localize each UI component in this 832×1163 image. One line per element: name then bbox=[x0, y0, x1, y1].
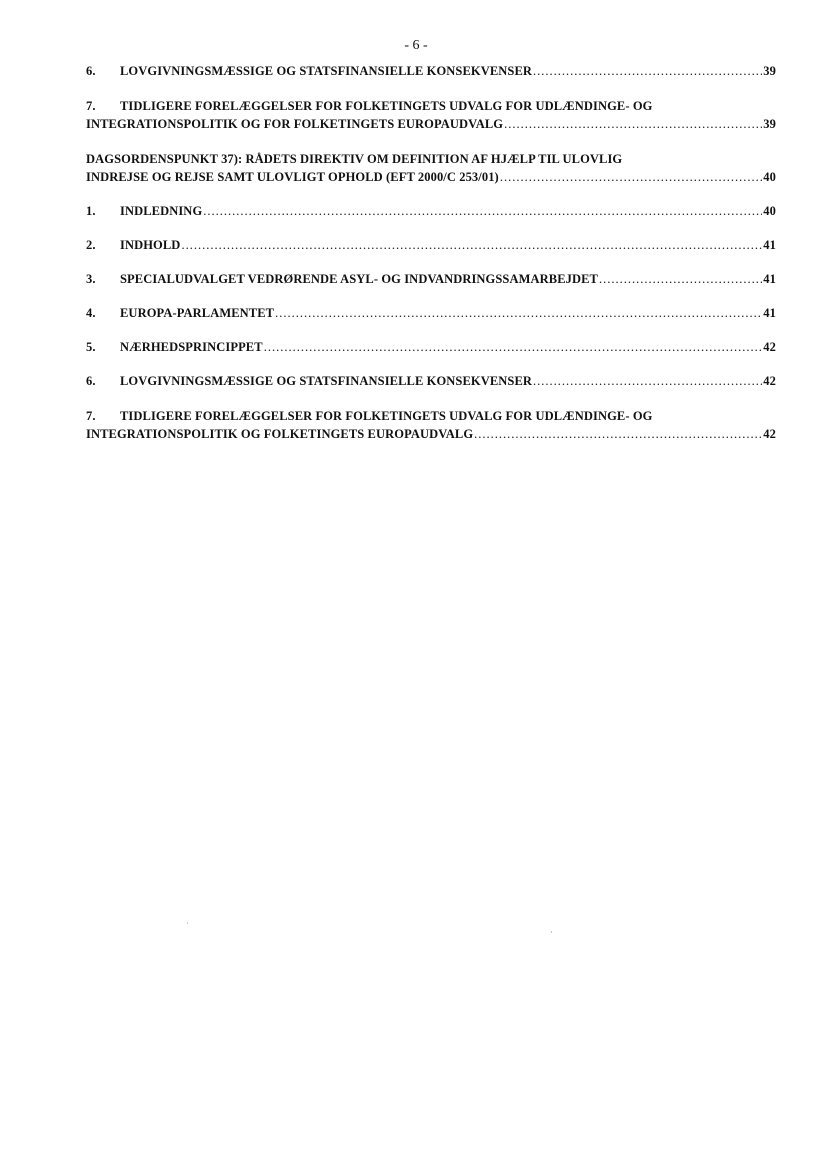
toc-page: 42 bbox=[763, 374, 776, 388]
toc-number: 7. bbox=[86, 409, 96, 423]
toc-page: 39 bbox=[763, 64, 776, 78]
toc-line bbox=[86, 115, 776, 133]
toc-leader bbox=[203, 202, 762, 220]
toc-number: 7. bbox=[86, 99, 96, 113]
toc-page: 39 bbox=[763, 117, 776, 131]
toc-line bbox=[86, 372, 776, 390]
toc-line bbox=[86, 407, 776, 425]
toc-entry bbox=[86, 202, 776, 220]
toc-line bbox=[86, 270, 776, 288]
toc-line bbox=[86, 236, 776, 254]
toc-title: INTEGRATIONSPOLITIK OG FOLKETINGETS EUROPAUDVALG bbox=[86, 427, 474, 441]
toc-number: 2. bbox=[86, 238, 96, 252]
page-number: - 6 - bbox=[404, 38, 428, 53]
toc-entry bbox=[86, 150, 776, 186]
toc-title: TIDLIGERE FORELÆGGELSER FOR FOLKETINGETS UDVALG FOR UDLÆNDINGE- OG bbox=[120, 409, 653, 423]
table-of-contents bbox=[86, 62, 776, 443]
toc-line bbox=[86, 425, 776, 443]
toc-title: LOVGIVNINGSMÆSSIGE OG STATSFINANSIELLE KONSEKVENSER bbox=[120, 374, 533, 388]
toc-leader bbox=[500, 168, 762, 186]
toc-entry bbox=[86, 304, 776, 322]
toc-title: INTEGRATIONSPOLITIK OG FOR FOLKETINGETS EUROPAUDVALG bbox=[86, 117, 504, 131]
toc-line bbox=[86, 150, 776, 168]
toc-line bbox=[86, 338, 776, 356]
toc-line bbox=[86, 304, 776, 322]
toc-entry bbox=[86, 372, 776, 390]
toc-title: EUROPA-PARLAMENTET bbox=[120, 306, 275, 320]
toc-title: SPECIALUDVALGET VEDRØRENDE ASYL- OG INDVANDRINGSSAMARBEJDET bbox=[120, 272, 598, 286]
toc-title: INDHOLD bbox=[120, 238, 181, 252]
toc-title: LOVGIVNINGSMÆSSIGE OG STATSFINANSIELLE KONSEKVENSER bbox=[120, 64, 533, 78]
toc-line bbox=[86, 97, 776, 115]
toc-line bbox=[86, 62, 776, 80]
toc-leader bbox=[264, 338, 763, 356]
toc-entry bbox=[86, 270, 776, 288]
toc-title: TIDLIGERE FORELÆGGELSER FOR FOLKETINGETS UDVALG FOR UDLÆNDINGE- OG bbox=[120, 99, 653, 113]
toc-page: 41 bbox=[763, 306, 776, 320]
toc-number: 1. bbox=[86, 204, 96, 218]
toc-entry bbox=[86, 236, 776, 254]
toc-page: 41 bbox=[763, 272, 776, 286]
toc-entry bbox=[86, 338, 776, 356]
toc-title: NÆRHEDSPRINCIPPET bbox=[120, 340, 263, 354]
toc-title: INDLEDNING bbox=[120, 204, 203, 218]
toc-line bbox=[86, 168, 776, 186]
toc-page: 42 bbox=[763, 427, 776, 441]
toc-leader bbox=[474, 425, 762, 443]
toc-entry bbox=[86, 97, 776, 133]
scan-speck: ⸒ bbox=[186, 915, 189, 924]
toc-line bbox=[86, 202, 776, 220]
toc-leader bbox=[533, 62, 762, 80]
toc-leader bbox=[275, 304, 762, 322]
toc-leader bbox=[599, 270, 762, 288]
toc-page: 40 bbox=[763, 170, 776, 184]
toc-number: 6. bbox=[86, 64, 96, 78]
toc-leader bbox=[181, 236, 762, 254]
toc-page: 41 bbox=[763, 238, 776, 252]
toc-leader bbox=[504, 115, 762, 133]
toc-number: 3. bbox=[86, 272, 96, 286]
toc-title: INDREJSE OG REJSE SAMT ULOVLIGT OPHOLD (EFT 2000/C 253/01) bbox=[86, 170, 499, 184]
toc-entry bbox=[86, 62, 776, 80]
toc-title: DAGSORDENSPUNKT 37): RÅDETS DIREKTIV OM DEFINITION AF HJÆLP TIL ULOVLIG bbox=[86, 152, 623, 166]
toc-page: 40 bbox=[763, 204, 776, 218]
toc-number: 5. bbox=[86, 340, 96, 354]
toc-entry bbox=[86, 407, 776, 443]
toc-page: 42 bbox=[763, 340, 776, 354]
scan-speck: · bbox=[550, 928, 553, 937]
toc-number: 4. bbox=[86, 306, 96, 320]
toc-number: 6. bbox=[86, 374, 96, 388]
toc-leader bbox=[533, 372, 762, 390]
